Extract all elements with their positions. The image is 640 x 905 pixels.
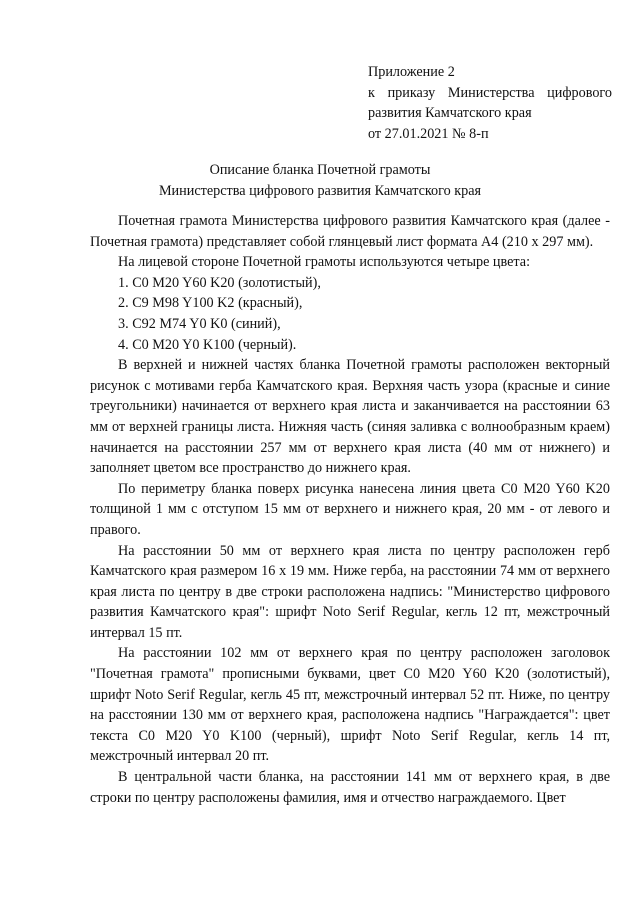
paragraph-border: По периметру бланка поверх рисунка нанесена линия цвета C0 M20 Y60 K20 толщиной 1 мм с отступом 15 мм от верхнего и нижнего края, 20 мм - от левого и правого. xyxy=(90,480,610,538)
color-item-4: 4. C0 M20 Y0 K100 (черный). xyxy=(118,336,297,353)
color-item-3: 3. C92 M74 Y0 K0 (синий), xyxy=(118,315,281,332)
heading-line-2: Министерства цифрового развития Камчатского края xyxy=(158,182,482,199)
heading-line-1: Описание бланка Почетной грамоты xyxy=(209,162,431,178)
color-item-1: 1. C0 M20 Y60 K20 (золотистый), xyxy=(118,274,321,291)
paragraph-title: На расстоянии 102 мм от верхнего края по центру расположен заголовок "Почетная грамота" прописными буквами, цвет C0 M20 Y60 K20 (золотистый), шрифт Noto Serif Regular, кегль 45 пт, межстрочный интервал 52 пт. Ниже, по центру на расстоянии 130 мм от верхнего края, расположена надпись "Награждается": цвет текста C0 M20 Y0 K100 (черный), шрифт Noto Serif Regular, кегль 14 пт, межстрочный интервал 20 пт. xyxy=(90,645,610,765)
paragraph-pattern: В верхней и нижней частях бланка Почетной грамоты расположен векторный рисунок с мотивами герба Камчатского края. Верхняя часть узора (красные и синие треугольники) начинается от верхнего края листа и заканчивается на расстоянии 63 мм от верхней границы листа. Нижняя часть (синяя заливка с волнообразным краем) начинается на расстоянии 257 мм от верхнего края листа (40 мм от нижнего) и заполняет цветом все пространство до нижнего края. xyxy=(90,357,610,477)
paragraph-colors-intro: На лицевой стороне Почетной грамоты используются четыре цвета: xyxy=(118,254,531,271)
document-body xyxy=(90,211,610,808)
appendix-ministry-line: развития Камчатского края xyxy=(368,105,532,121)
paragraph-emblem: На расстоянии 50 мм от верхнего края листа по центру расположен герб Камчатского края размером 16 х 19 мм. Ниже герба, на расстоянии 74 мм от верхнего края листа по центру в две строки расположена надпись: "Министерство цифрового развития Камчатского края": шрифт Noto Serif Regular, кегль 12 пт, межстрочный интервал 15 пт. xyxy=(90,542,610,641)
document-heading xyxy=(0,160,640,201)
paragraph-recipient: В центральной части бланка, на расстоянии 141 мм от верхнего края, в две строки по центру расположены фамилия, имя и отчество награждаемого. Цвет xyxy=(90,769,610,806)
appendix-title: Приложение 2 xyxy=(368,64,455,80)
appendix-date-line: от 27.01.2021 № 8-п xyxy=(368,125,489,142)
appendix-block xyxy=(368,62,612,144)
paragraph-intro: Почетная грамота Министерства цифрового развития Камчатского края (далее - Почетная грамота) представляет собой глянцевый лист формата А4 (210 х 297 мм). xyxy=(90,213,610,250)
appendix-order-line: к приказу Министерства цифрового xyxy=(368,84,612,101)
color-item-2: 2. C9 M98 Y100 K2 (красный), xyxy=(118,295,303,312)
